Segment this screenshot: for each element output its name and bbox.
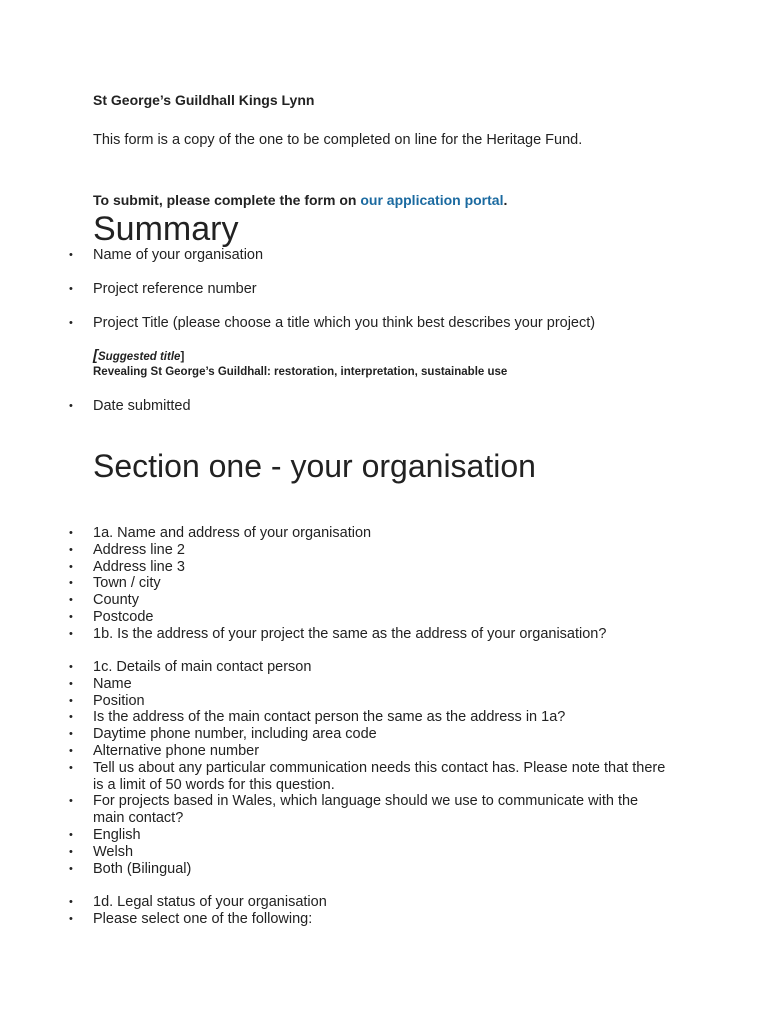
- list-item: • Both (Bilingual): [69, 860, 192, 877]
- section-list-1c: [0, 659, 770, 877]
- document-heading: St George’s Guildhall Kings Lynn: [93, 92, 315, 108]
- summary-list: [0, 315, 770, 332]
- list-item: • Name: [69, 675, 132, 692]
- bullet-icon: •: [69, 400, 73, 412]
- list-item: • For projects based in Wales, which language should we use to communicate with the main contact?: [69, 793, 639, 827]
- list-item: • Address line 3: [69, 558, 185, 575]
- bullet-icon: •: [69, 527, 73, 539]
- submit-instruction: [93, 192, 507, 208]
- list-item: • Postcode: [69, 608, 154, 625]
- suggested-title-value: Revealing St George’s Guildhall: restoration, interpretation, sustainable use: [93, 366, 508, 378]
- list-item: • County: [69, 592, 139, 609]
- list-item: • Alternative phone number: [69, 742, 260, 759]
- bullet-icon: •: [69, 795, 73, 808]
- bullet-icon: •: [69, 744, 73, 757]
- bullet-icon: •: [69, 249, 73, 261]
- intro-text: This form is a copy of the one to be completed on line for the Heritage Fund.: [93, 132, 583, 148]
- list-item: • 1b. Is the address of your project the same as the address of your organisation?: [69, 625, 607, 642]
- bullet-icon: •: [69, 577, 73, 590]
- submit-prefix: To submit, please complete the form on: [93, 192, 361, 208]
- list-item: • Name of your organisation: [69, 247, 264, 263]
- list-item: • Please select one of the following:: [69, 910, 313, 927]
- bullet-icon: •: [69, 912, 73, 925]
- application-portal-link[interactable]: our application portal: [360, 192, 504, 208]
- list-item: • 1d. Legal status of your organisation: [69, 894, 327, 910]
- bullet-icon: •: [69, 694, 73, 707]
- section-list-1d: [0, 894, 770, 928]
- summary-list: [0, 398, 770, 415]
- list-item: • Tell us about any particular communication needs this contact has. Please note that there is a limit of 50 words for this question.: [69, 759, 666, 793]
- bullet-icon: •: [69, 627, 73, 640]
- list-item: • Project Title (please choose a title which you think best describes your project): [69, 315, 596, 331]
- suggested-title-label: [Suggested title]: [93, 347, 185, 364]
- list-item: • Address line 2: [69, 541, 185, 558]
- list-item: • 1a. Name and address of your organisation: [69, 525, 372, 541]
- list-item: • Project reference number: [69, 281, 257, 297]
- bullet-icon: •: [69, 543, 73, 556]
- bullet-icon: •: [69, 560, 73, 573]
- list-item: • Welsh: [69, 843, 134, 860]
- bullet-icon: •: [69, 661, 73, 673]
- section-list-1a: [0, 525, 770, 643]
- bullet-icon: •: [69, 610, 73, 623]
- summary-list: [0, 247, 770, 264]
- bullet-icon: •: [69, 845, 73, 858]
- bullet-icon: •: [69, 677, 73, 690]
- list-item: • Position: [69, 692, 145, 709]
- bullet-icon: •: [69, 896, 73, 908]
- bullet-icon: •: [69, 317, 73, 329]
- bullet-icon: •: [69, 594, 73, 607]
- list-item: • Town / city: [69, 575, 161, 592]
- bullet-icon: •: [69, 283, 73, 295]
- section-title: Section one - your organisation: [93, 448, 536, 484]
- list-item: • Date submitted: [69, 398, 191, 414]
- list-item: • Daytime phone number, including area code: [69, 726, 377, 743]
- list-item: • 1c. Details of main contact person: [69, 659, 312, 675]
- bullet-icon: •: [69, 761, 73, 774]
- bullet-icon: •: [69, 862, 73, 875]
- summary-list: [0, 281, 770, 298]
- list-item: • English: [69, 826, 141, 843]
- summary-title: Summary: [93, 210, 239, 248]
- bullet-icon: •: [69, 711, 73, 724]
- bullet-icon: •: [69, 828, 73, 841]
- bullet-icon: •: [69, 728, 73, 741]
- list-item: • Is the address of the main contact person the same as the address in 1a?: [69, 709, 566, 726]
- submit-suffix: .: [503, 192, 508, 208]
